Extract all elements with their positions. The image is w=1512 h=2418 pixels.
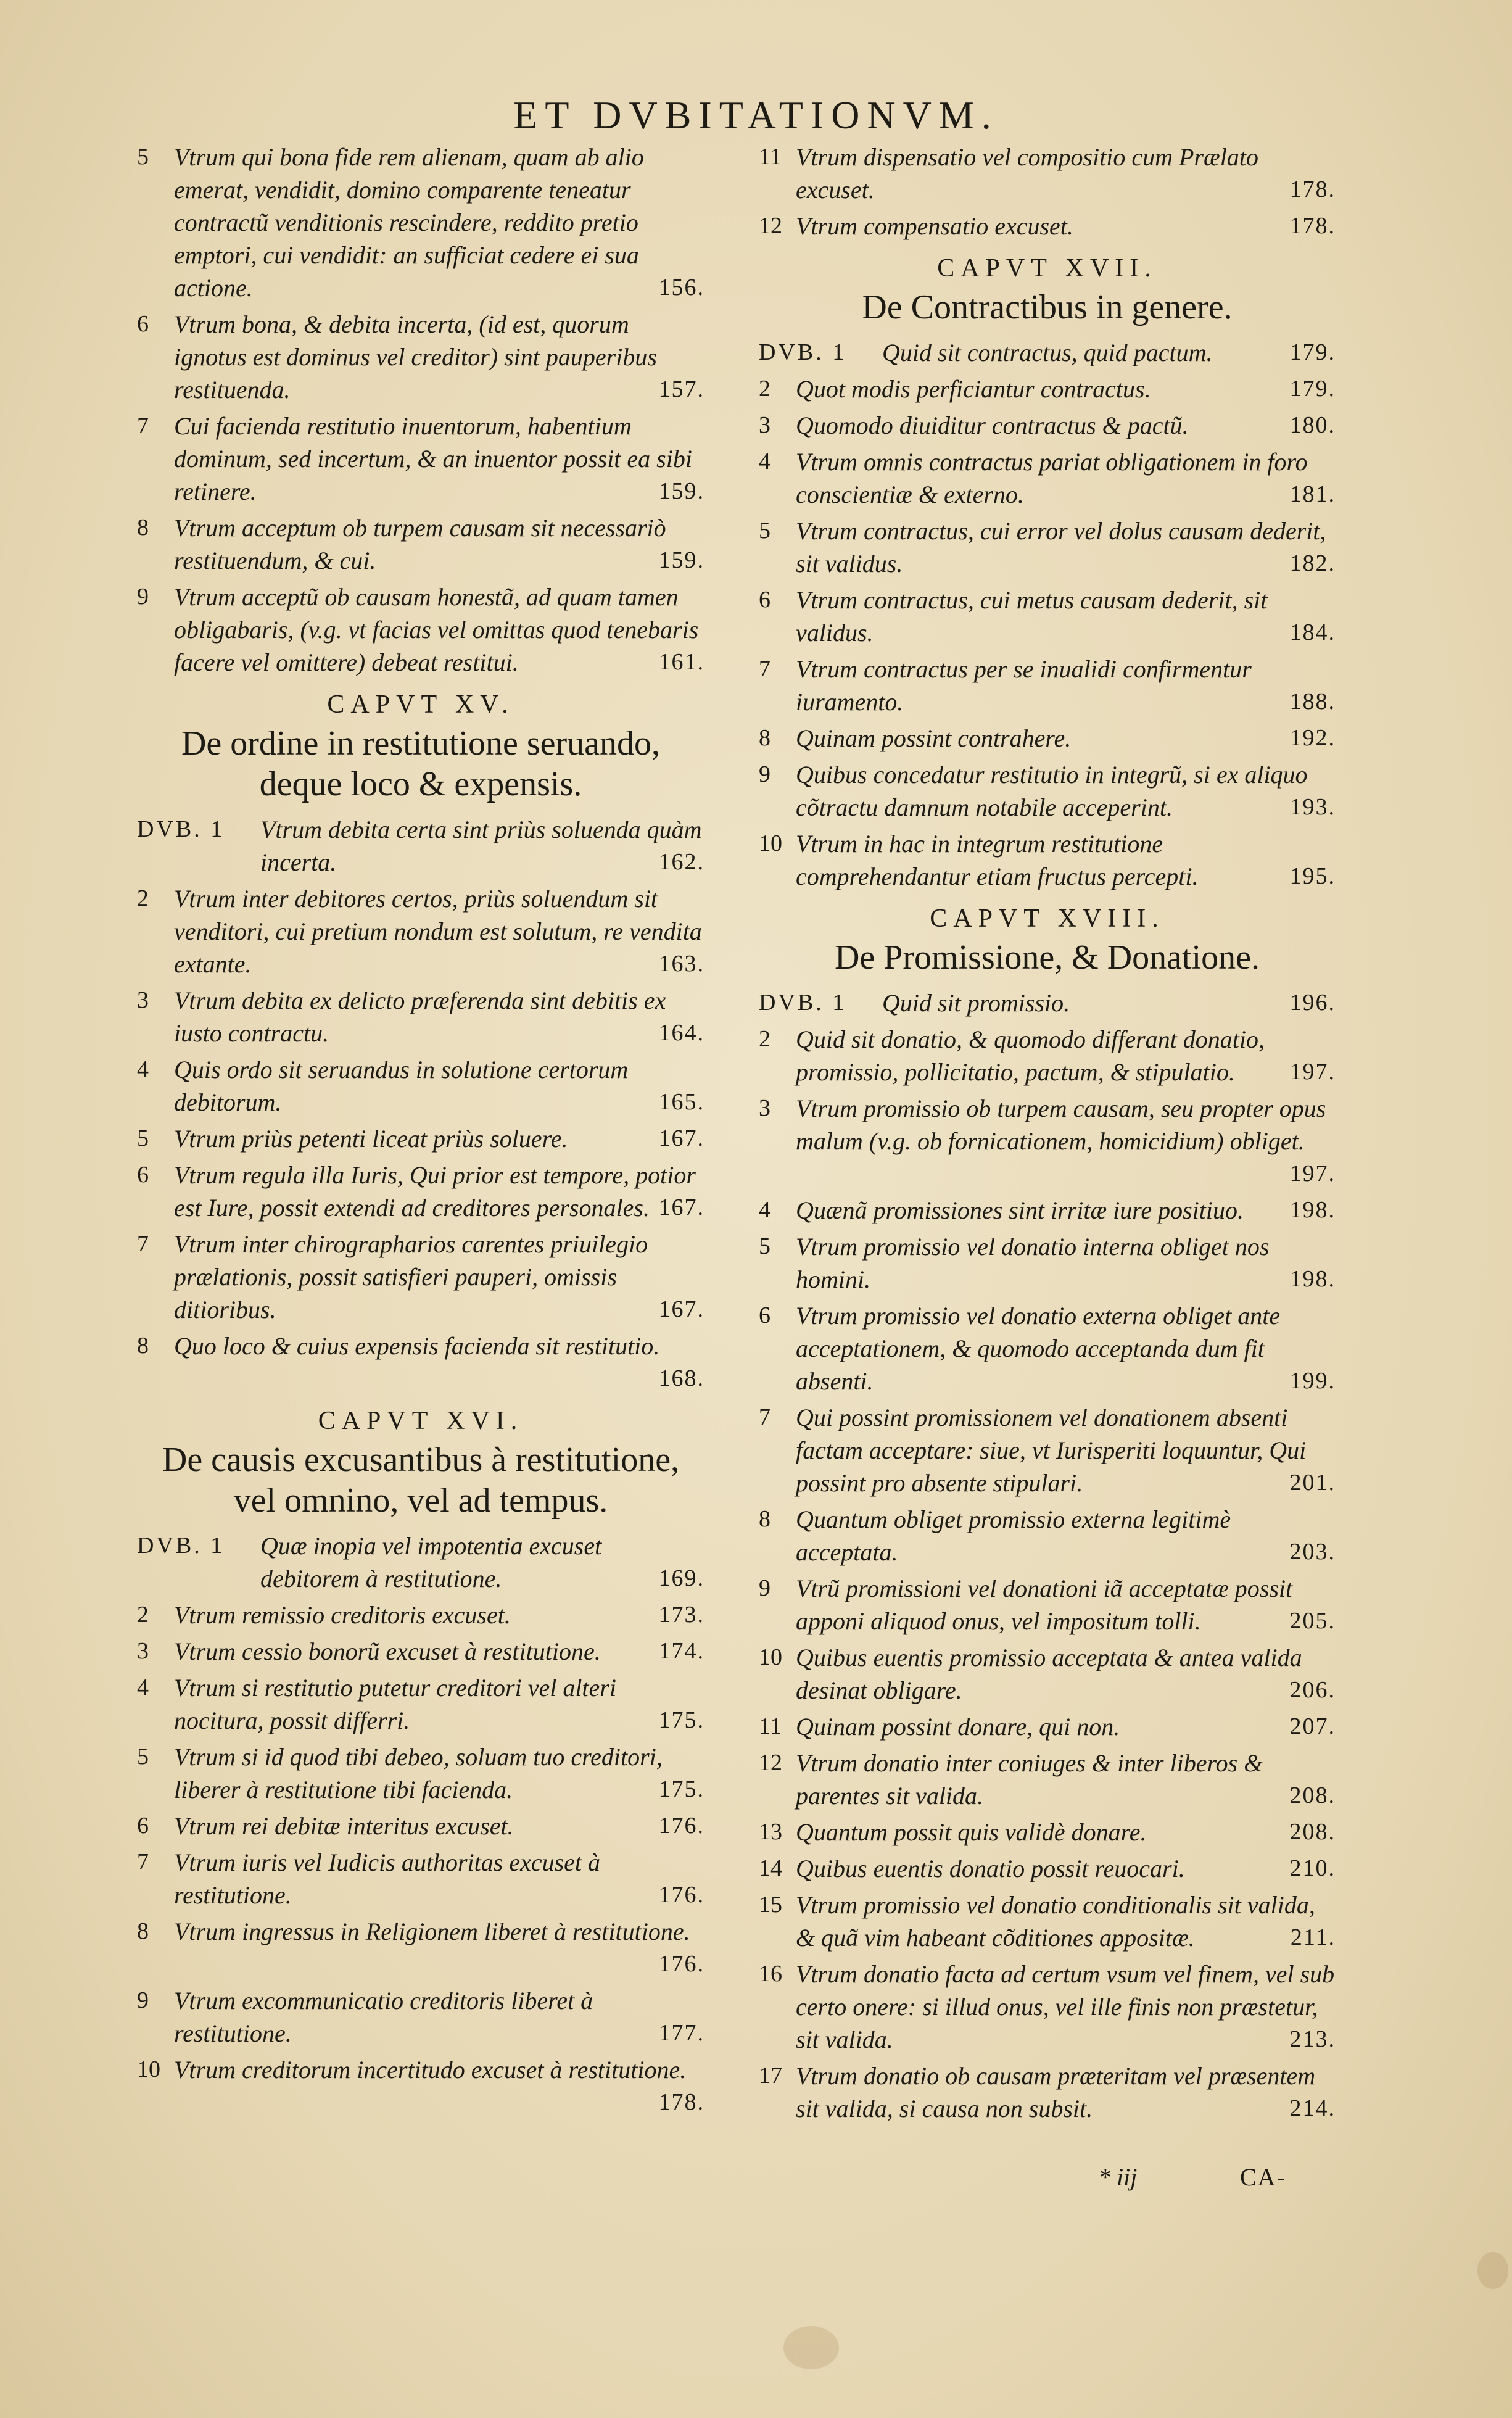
list-item: 5 Vtrum priùs petenti liceat priùs soluere. 167. — [137, 1125, 704, 1153]
list-item: 14 Quibus euentis donatio possit reuocari. 210. — [759, 1855, 1336, 1882]
list-item: 12 Vtrum donatio inter coniuges & inter liberos & parentes sit valida. 208. — [759, 1749, 1336, 1810]
list-item: 9 Quibus concedatur restitutio in integrũ, si ex aliquo cõtractu damnum notabile acceperint. 193. — [759, 761, 1336, 821]
list-item: 7 Vtrum contractus per se inualidi confirmentur iuramento. 188. — [759, 655, 1336, 716]
list-item: 11 Vtrum dispensatio vel compositio cum Prælato excuset. 178. — [759, 143, 1336, 204]
list-item: 8 Vtrum acceptum ob turpem causam sit necessariò restituendum, & cui. 159. — [137, 514, 704, 574]
list-item: 2 Vtrum remissio creditoris excuset. 173. — [137, 1601, 704, 1629]
list-item: 8 Quantum obliget promissio externa legitimè acceptata. 203. — [759, 1505, 1336, 1566]
list-item: 7 Vtrum inter chirographarios carentes priuilegio prælationis, possit satisfieri pauperi, omissis ditioribus. 167. — [137, 1230, 704, 1323]
chapter-heading: CAPVT XV. — [327, 690, 514, 719]
list-item: 3 Vtrum debita ex delicto præferenda sint debitis ex iusto contractu. 164. — [137, 987, 704, 1047]
left-column — [137, 141, 704, 2122]
chapter-heading: CAPVT XVIII. — [930, 905, 1165, 933]
list-item: 15 Vtrum promissio vel donatio conditionalis sit valida, & quã vim habeant cõditiones appositæ. 211. — [759, 1891, 1336, 1952]
list-item: 2 Quid sit donatio, & quomodo differant donatio, promissio, pollicitatio, pactum, & stipulatio. 197. — [759, 1025, 1336, 1086]
list-item: 6 Vtrum promissio vel donatio externa obliget ante acceptationem, & quomodo acceptanda dum fit absenti. 199. — [759, 1302, 1336, 1395]
chapter-heading: CAPVT XVI. — [318, 1407, 524, 1435]
chapter-heading: CAPVT XVII. — [937, 254, 1157, 283]
list-item: 4 Vtrum si restitutio putetur creditori vel alteri nocitura, possit differri. 175. — [137, 1674, 704, 1734]
list-item: 6 Vtrum rei debitæ interitus excuset. 176. — [137, 1812, 704, 1840]
list-item: 12 Vtrum compensatio excuset. 178. — [759, 212, 1336, 240]
paper-stain — [1477, 2252, 1508, 2289]
list-item: 3 Vtrum promissio ob turpem causam, seu propter opus malum (v.g. ob fornicationem, homicidium) obliget. 197. — [759, 1095, 1336, 1186]
list-item: 7 Qui possint promissionem vel donationem absenti factam acceptare: siue, vt Iurisperiti loquuntur, Qui possint pro absente stipulari. 201. — [759, 1404, 1336, 1497]
list-item: 5 Vtrum qui bona fide rem alienam, quam ab alio emerat, vendidit, domino comparente teneatur contractũ venditionis rescindere, reddito pretio emptori, cui vendidit: an sufficiat cedere ei sua actione. 156. — [137, 143, 704, 302]
list-item: DVB. 1 Vtrum debita certa sint priùs soluenda quàm incerta. 162. — [137, 816, 704, 876]
list-item: 4 Quis ordo sit seruandus in solutione certorum debitorum. 165. — [137, 1056, 704, 1116]
list-item: 2 Quot modis perficiantur contractus. 179. — [759, 375, 1336, 403]
list-item: 11 Quinam possint donare, qui non. 207. — [759, 1713, 1336, 1741]
list-item: 4 Vtrum omnis contractus pariat obligationem in foro conscientiæ & externo. 181. — [759, 448, 1336, 508]
list-item: 5 Vtrum promissio vel donatio interna obliget nos homini. 198. — [759, 1233, 1336, 1293]
list-item: 9 Vtrum excommunicatio creditoris liberet à restitutione. 177. — [137, 1987, 704, 2047]
list-item: 7 Cui facienda restitutio inuentorum, habentium dominum, sed incertum, & an inuentor possit ea sibi retinere. 159. — [137, 412, 704, 505]
chapter-title: De Contractibus in genere. — [862, 288, 1233, 326]
list-item: 10 Vtrum in hac in integrum restitutione comprehendantur etiam fructus percepti. 195. — [759, 830, 1336, 890]
list-item: 2 Vtrum inter debitores certos, priùs soluendum sit venditori, cui pretium nondum est solutum, re vendita extante. 163. — [137, 885, 704, 978]
list-item: DVB. 1 Quæ inopia vel impotentia excuset debitorem à restitutione. 169. — [137, 1532, 704, 1592]
list-item: 17 Vtrum donatio ob causam præteritam vel præsentem sit valida, si causa non subsit. 214. — [759, 2062, 1336, 2122]
signature-mark: * iij — [1098, 2163, 1138, 2191]
list-item: DVB. 1 Quid sit promissio. 196. — [759, 989, 1336, 1017]
running-head: ET DVBITATIONVM. — [513, 93, 999, 137]
list-item: 13 Quantum possit quis validè donare. 208. — [759, 1818, 1336, 1846]
list-item: 7 Vtrum iuris vel Iudicis authoritas excuset à restitutione. 176. — [137, 1849, 704, 1909]
list-item: 5 Vtrum contractus, cui error vel dolus causam dederit, sit validus. 182. — [759, 517, 1336, 578]
paper-stain — [783, 2326, 839, 2369]
list-item: 9 Vtrũ promissioni vel donationi iã acceptatæ possit apponi aliquod onus, vel impositum tolli. 205. — [759, 1575, 1336, 1635]
chapter-title: De causis excusantibus à restitutione, vel omnino, vel ad tempus. — [162, 1441, 680, 1520]
chapter-title: De ordine in restitutione seruando, deque loco & expensis. — [181, 724, 660, 803]
list-item: 8 Vtrum ingressus in Religionem liberet à restitutione. 176. — [137, 1918, 704, 1977]
list-item: 8 Quo loco & cuius expensis facienda sit restitutio. 168. — [137, 1332, 704, 1391]
list-item: 6 Vtrum contractus, cui metus causam dederit, sit validus. 184. — [759, 586, 1336, 647]
list-item: 3 Quomodo diuiditur contractus & pactũ. 180. — [759, 412, 1336, 439]
chapter-title: De Promissione, & Donatione. — [834, 938, 1260, 977]
list-item: 6 Vtrum bona, & debita incerta, (id est, quorum ignotus est dominus vel creditor) sint pauperibus restituenda. 157. — [137, 310, 704, 404]
list-item: 8 Quinam possint contrahere. 192. — [759, 724, 1336, 752]
list-item: DVB. 1 Quid sit contractus, quid pactum. 179. — [759, 339, 1336, 366]
list-item: 9 Vtrum acceptũ ob causam honestã, ad quam tamen obligabaris, (v.g. vt facias vel omittas quod tenebaris facere vel omittere) debeat restitui. 161. — [137, 583, 704, 676]
catchword: CA- — [1240, 2163, 1286, 2191]
right-column — [759, 141, 1336, 2129]
list-item: 3 Vtrum cessio bonorũ excuset à restitutione. 174. — [137, 1638, 704, 1665]
list-item: 10 Vtrum creditorum incertitudo excuset à restitutione. 178. — [137, 2056, 704, 2115]
list-item: 6 Vtrum regula illa Iuris, Qui prior est tempore, potior est Iure, possit extendi ad creditores personales. 167. — [137, 1161, 704, 1222]
list-item: 10 Quibus euentis promissio acceptata & antea valida desinat obligare. 206. — [759, 1644, 1336, 1704]
list-item: 16 Vtrum donatio facta ad certum vsum vel finem, vel sub certo onere: si illud onus, vel ille finis non præstetur, sit valida. 213. — [759, 1960, 1336, 2053]
list-item: 4 Quænã promissiones sint irritæ iure positiuo. 198. — [759, 1196, 1336, 1224]
list-item: 5 Vtrum si id quod tibi debeo, soluam tuo creditori, liberer à restitutione tibi facienda. 175. — [137, 1743, 704, 1803]
